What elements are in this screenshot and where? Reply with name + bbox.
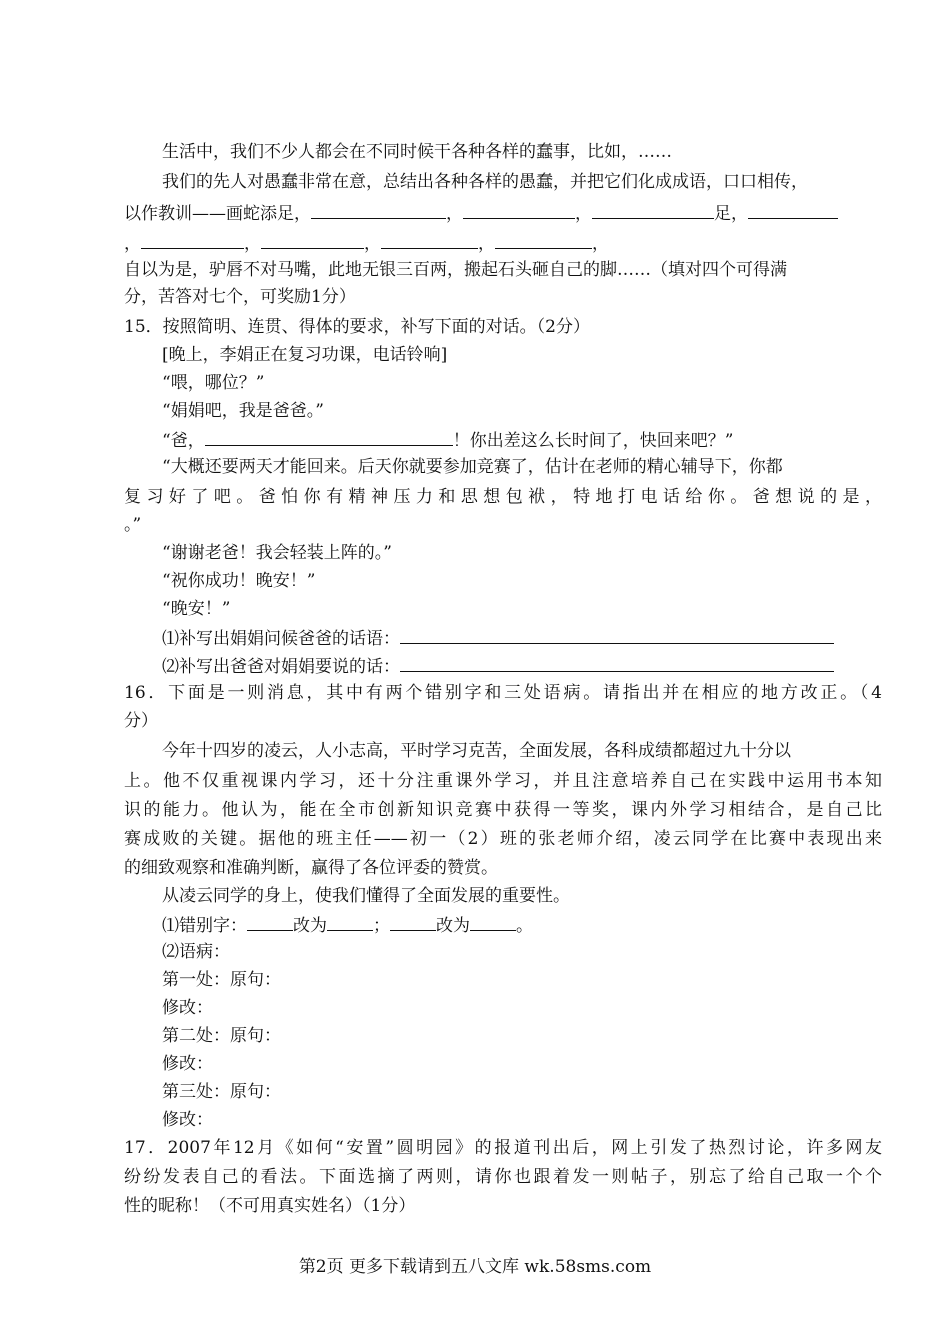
text-segment: “爸， — [162, 431, 205, 451]
idiom-blanks-line-2 — [124, 231, 609, 255]
answer-blank[interactable] — [592, 201, 714, 219]
answer-blank[interactable] — [400, 626, 834, 644]
text-segment: ； — [373, 916, 390, 936]
dialogue-line: “喂，哪位？” — [162, 373, 265, 393]
text-segment: 改为 — [436, 916, 470, 936]
dialogue-line: “谢谢老爸！我会轻装上阵的。” — [162, 543, 392, 563]
text-line: 赛成败的关键。据他的班主任——初一（2）班的张老师介绍，凌云同学在比赛中表现出来 — [124, 829, 882, 849]
text-line: 我们的先人对愚蠢非常在意，总结出各种各样的愚蠢，并把它们化成成语，口口相传， — [162, 172, 808, 192]
typo-answer-line — [162, 913, 533, 937]
text-segment: 以作教训——画蛇添足， — [124, 204, 311, 224]
text-segment: ， — [124, 234, 141, 254]
question-16-title: 16．下面是一则消息，其中有两个错别字和三处语病。请指出并在相应的地方改正。（4 — [124, 683, 882, 703]
dialogue-line: “大概还要两天才能回来。后天你就要参加竞赛了，估计在老师的精心辅导下，你都 — [162, 457, 783, 477]
typo-label: ⑴错别字： — [162, 916, 247, 936]
text-line: 生活中，我们不少人都会在不同时候干各种各样的蠢事，比如，…… — [162, 142, 672, 162]
answer-blank[interactable] — [311, 201, 446, 219]
answer-blank[interactable] — [495, 231, 592, 249]
text-line: 纷纷发表自己的看法。下面选摘了两则，请你也跟着发一则帖子，别忘了给自己取一个个 — [124, 1167, 882, 1187]
text-line: ⑵语病： — [162, 942, 230, 962]
text-line: 修改： — [162, 1054, 213, 1074]
text-line: 性的昵称！（不可用真实姓名）（1分） — [124, 1196, 416, 1216]
prompt-line-1 — [162, 626, 834, 650]
answer-blank[interactable] — [141, 231, 244, 249]
dialogue-line: 。” — [124, 515, 142, 535]
text-segment: ， — [446, 204, 463, 224]
dialogue-line: “娟娟吧，我是爸爸。” — [162, 401, 324, 421]
text-line: 修改： — [162, 1110, 213, 1130]
dialogue-line: 复习好了吧。爸怕你有精神压力和思想包袱，特地打电话给你。爸想说的是， — [124, 487, 882, 507]
text-segment: ， — [592, 234, 609, 254]
dialogue-line-with-blank — [162, 428, 733, 452]
answer-blank[interactable] — [261, 231, 364, 249]
answer-blank[interactable] — [381, 231, 478, 249]
text-line: 自以为是，驴唇不对马嘴，此地无银三百两，搬起石头砸自己的脚……（填对四个可得满 — [124, 260, 787, 280]
answer-blank[interactable] — [327, 913, 373, 931]
text-line: 上。他不仅重视课内学习，还十分注重课外学习，并且注意培养自己在实践中运用书本知 — [124, 771, 882, 791]
text-line: 第三处：原句： — [162, 1082, 281, 1102]
answer-blank[interactable] — [470, 913, 516, 931]
text-line: 第一处：原句： — [162, 970, 281, 990]
page-footer: 第2页 更多下载请到五八文库 wk.58sms.com — [298, 1257, 652, 1277]
prompt-label: ⑵补写出爸爸对娟娟要说的话： — [162, 657, 400, 677]
text-line: 分） — [124, 711, 158, 731]
dialogue-line: “晚安！” — [162, 599, 231, 619]
text-line: 分，苦答对七个，可奖励1分） — [124, 287, 356, 307]
answer-blank[interactable] — [247, 913, 293, 931]
question-17-title: 17．2007年12月《如何“安置”圆明园》的报道刊出后，网上引发了热烈讨论，许多网友 — [124, 1138, 882, 1158]
stage-direction: [晚上，李娟正在复习功课，电话铃响] — [162, 345, 448, 365]
text-segment: 足， — [714, 204, 748, 224]
answer-blank[interactable] — [748, 201, 838, 219]
text-line: 今年十四岁的凌云，人小志高，平时学习克苦，全面发展，各科成绩都超过九十分以 — [162, 741, 791, 761]
text-segment: 。 — [516, 916, 533, 936]
text-line: 修改： — [162, 998, 213, 1018]
text-segment: ， — [244, 234, 261, 254]
text-line: 第二处：原句： — [162, 1026, 281, 1046]
answer-blank[interactable] — [390, 913, 436, 931]
answer-blank[interactable] — [400, 654, 834, 672]
prompt-label: ⑴补写出娟娟问候爸爸的话语： — [162, 629, 400, 649]
text-line: 从凌云同学的身上，使我们懂得了全面发展的重要性。 — [162, 886, 570, 906]
answer-blank[interactable] — [463, 201, 575, 219]
text-segment: ， — [364, 234, 381, 254]
question-15-title: 15．按照简明、连贯、得体的要求，补写下面的对话。（2分） — [124, 317, 590, 337]
text-segment: ！你出差这么长时间了，快回来吧？” — [452, 431, 734, 451]
idiom-blanks-line-1 — [124, 201, 838, 225]
text-segment: 改为 — [293, 916, 327, 936]
prompt-line-2 — [162, 654, 834, 678]
text-segment: ， — [478, 234, 495, 254]
answer-blank[interactable] — [205, 428, 453, 446]
text-line: 识的能力。他认为，能在全市创新知识竞赛中获得一等奖，课内外学习相结合，是自己比 — [124, 800, 882, 820]
dialogue-line: “祝你成功！晚安！” — [162, 571, 316, 591]
text-segment: ， — [575, 204, 592, 224]
text-line: 的细致观察和准确判断，赢得了各位评委的赞赏。 — [124, 858, 498, 878]
